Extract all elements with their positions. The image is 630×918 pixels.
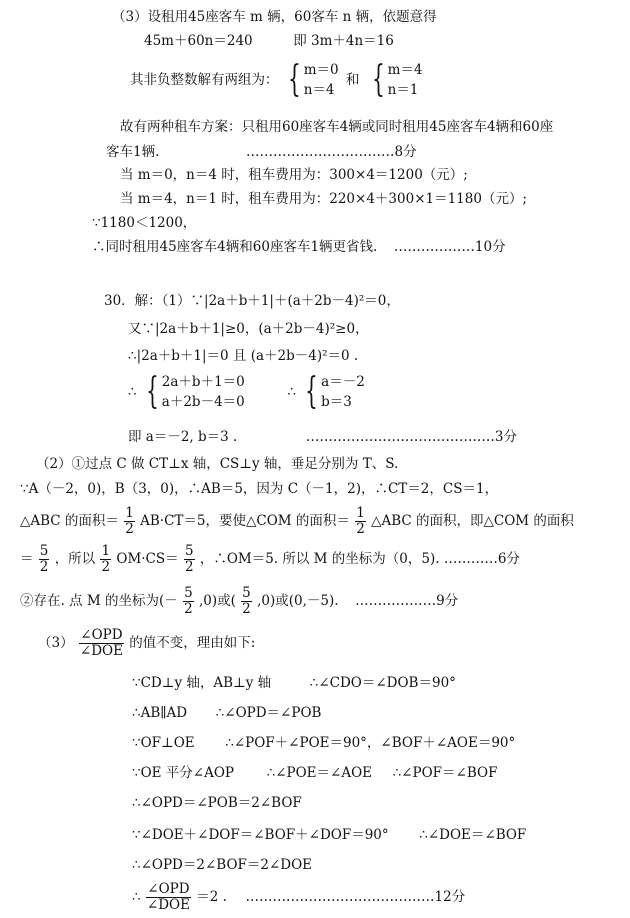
system-row: m＝0 bbox=[303, 62, 339, 78]
reason-text: ∵OE 平分∠AOP bbox=[132, 765, 235, 781]
solution-system-2 bbox=[367, 60, 423, 100]
fraction-denominator: 2 bbox=[356, 521, 365, 537]
score-mark: …………6分 bbox=[443, 551, 520, 567]
fraction-five-halves bbox=[183, 586, 194, 617]
fraction-five-halves bbox=[241, 586, 252, 617]
reason-line-5: ∴∠OPD＝∠POB＝2∠BOF bbox=[132, 795, 302, 811]
fraction-denominator: ∠DOE bbox=[146, 897, 190, 913]
exists-text: ②存在. 点 M 的坐标为(－ bbox=[20, 593, 178, 609]
reason-text: ∴∠POF＋∠POE＝90°，∠BOF＋∠AOE＝90° bbox=[225, 735, 516, 751]
fraction-denominator: 2 bbox=[125, 521, 134, 537]
fraction-numerator: 5 bbox=[39, 543, 49, 559]
q30-part2-line2: ∵A（－2，0)，B（3，0)，∴AB＝5，因为 C（－1，2)，∴CT＝2，CS＝1， bbox=[20, 481, 499, 497]
fraction-denominator: 2 bbox=[242, 601, 251, 617]
fraction-one-half bbox=[355, 506, 366, 537]
q30-systems-line bbox=[128, 372, 365, 412]
system-row: m＝4 bbox=[387, 62, 423, 78]
fraction-numerator: 5 bbox=[242, 585, 251, 601]
therefore-symbol: ∴ bbox=[287, 384, 296, 400]
score-mark: ………………9分 bbox=[355, 593, 459, 609]
solution-system-1 bbox=[283, 60, 339, 100]
reason-text: ∵∠DOE＋∠DOF＝∠BOF＋∠DOF＝90° bbox=[132, 827, 389, 843]
brace-icon: { bbox=[305, 371, 319, 412]
system-row: n＝1 bbox=[387, 82, 419, 98]
area-text: △ABC 的面积，即△COM 的面积 bbox=[371, 513, 574, 529]
q30-part3-intro bbox=[38, 626, 255, 660]
system-row: b＝3 bbox=[321, 394, 352, 410]
q30-part2-line3 bbox=[20, 506, 574, 537]
reason-line-6 bbox=[132, 826, 526, 844]
exists-text: ,0)或( bbox=[198, 593, 236, 609]
om-text: ，所以 bbox=[54, 551, 96, 567]
reason-text: ∴∠CDO＝∠DOB＝90° bbox=[309, 675, 456, 691]
part3-text: 的值不变，理由如下: bbox=[129, 635, 256, 651]
fraction-angle-ratio bbox=[146, 882, 191, 913]
q30-part1-line2: 又∵|2a＋b＋1|≥0，(a＋2b－4)²≥0， bbox=[128, 321, 369, 337]
exists-text: ,0)或(0,－5). bbox=[257, 593, 339, 609]
q30-part2-line1: （2）①过点 C 做 CT⊥x 轴，CS⊥y 轴，垂足分别为 T、S. bbox=[36, 456, 399, 472]
solutions-line bbox=[130, 60, 422, 100]
score-mark: ……………………………8分 bbox=[245, 144, 417, 160]
area-text: △ABC 的面积＝ bbox=[20, 513, 119, 529]
brace-icon: { bbox=[146, 371, 159, 412]
cost-line-2: 当 m＝4，n＝1 时，租车费用为：220×4＋300×1＝1180（元）; bbox=[120, 191, 527, 207]
equation-45m-60n: 45m＋60n＝240 bbox=[144, 33, 253, 49]
fraction-numerator: 5 bbox=[184, 585, 193, 601]
system-row: a＋2b－4＝0 bbox=[161, 394, 245, 410]
q30-part1-result bbox=[128, 428, 517, 446]
om-text: ，∴OM＝5. 所以 M 的坐标为（0，5). bbox=[199, 551, 440, 567]
system-row: 2a＋b＋1＝0 bbox=[161, 374, 245, 390]
score-mark: ………………10分 bbox=[393, 239, 506, 255]
fraction-denominator: 2 bbox=[184, 559, 194, 575]
equation-simplified: 即 3m＋4n＝16 bbox=[293, 33, 394, 49]
reason-text: ∴∠OPD＝∠POB bbox=[215, 705, 322, 721]
fraction-denominator: 2 bbox=[39, 559, 49, 575]
brace-icon: { bbox=[371, 59, 385, 100]
fraction-numerator: ∠OPD bbox=[147, 881, 190, 897]
fraction-one-half bbox=[124, 506, 135, 537]
fraction-numerator: 5 bbox=[184, 543, 194, 559]
area-text: AB·CT＝5，要使△COM 的面积＝ bbox=[140, 513, 350, 529]
fraction-denominator: 2 bbox=[184, 601, 193, 617]
reason-text: ∴∠POE＝∠AOE bbox=[266, 765, 372, 781]
scheme-line: 故有两种租车方案：只租用60座客车4辆或同时租用45座客车4辆和60座 bbox=[120, 119, 554, 135]
therefore-symbol: ∴ bbox=[128, 384, 137, 400]
part3-intro: （3）设租用45座客车 m 辆，60客车 n 辆，依题意得 bbox=[112, 9, 437, 25]
fraction-denominator: ∠DOE bbox=[79, 643, 123, 659]
cost-line-1: 当 m＝0，n＝4 时，租车费用为：300×4＝1200（元）; bbox=[120, 167, 468, 183]
result-text: ＝2 . bbox=[196, 889, 227, 905]
fraction-angle-ratio bbox=[79, 628, 124, 659]
brace-icon: { bbox=[287, 59, 301, 100]
reason-line-2 bbox=[132, 704, 321, 722]
eq-sign: ＝ bbox=[20, 551, 34, 567]
system-row: n＝4 bbox=[303, 82, 335, 98]
system-row: a＝－2 bbox=[321, 374, 365, 390]
reason-text: ∴∠POF＝∠BOF bbox=[392, 765, 498, 781]
result-text: 即 a＝－2, b＝3 . bbox=[128, 429, 238, 445]
reason-text: ∴AB∥AD bbox=[132, 705, 188, 721]
scheme-line-2 bbox=[106, 143, 417, 161]
om-text: OM·CS＝ bbox=[116, 551, 179, 567]
reason-line-4 bbox=[132, 764, 497, 782]
reason-text: ∴∠DOE＝∠BOF bbox=[419, 827, 527, 843]
score-mark: ……………………………………12分 bbox=[245, 889, 466, 905]
reason-line-3 bbox=[132, 734, 515, 752]
fraction-numerator: 1 bbox=[101, 543, 111, 559]
q30-part2-line5 bbox=[20, 586, 458, 617]
equation-line bbox=[144, 32, 394, 50]
part3-label: （3） bbox=[38, 635, 74, 651]
fraction-numerator: ∠OPD bbox=[80, 627, 123, 643]
q30-part1-line1: 30．解：（1）∵|2a＋b＋1|＋(a＋2b－4)²＝0， bbox=[104, 293, 400, 309]
equation-system-ab bbox=[141, 372, 245, 412]
fraction-five-halves bbox=[184, 544, 195, 575]
and-word: 和 bbox=[345, 72, 360, 88]
reason-text: ∵CD⊥y 轴，AB⊥y 轴 bbox=[132, 675, 272, 691]
q30-part1-line3: ∴|2a＋b＋1|＝0 且 (a＋2b－4)²＝0 . bbox=[128, 348, 359, 364]
fraction-numerator: 1 bbox=[356, 505, 365, 521]
scheme-text: 客车1辆. bbox=[106, 144, 160, 160]
reason-line-8 bbox=[132, 880, 465, 914]
solution-system-ab bbox=[300, 372, 365, 412]
therefore-symbol: ∴ bbox=[132, 889, 141, 905]
score-mark: ……………………………………3分 bbox=[305, 429, 518, 445]
fraction-one-half bbox=[100, 544, 111, 575]
fraction-five-halves bbox=[39, 544, 50, 575]
fraction-numerator: 1 bbox=[125, 505, 134, 521]
q30-part2-line4 bbox=[20, 544, 520, 575]
compare-line: ∵1180＜1200， bbox=[92, 215, 197, 231]
conclusion-line bbox=[92, 238, 506, 256]
solutions-label: 其非负整数解有两组为： bbox=[130, 72, 279, 88]
reason-line-1 bbox=[132, 674, 456, 692]
fraction-denominator: 2 bbox=[101, 559, 111, 575]
reason-line-7: ∴∠OPD＝2∠BOF＝2∠DOE bbox=[132, 857, 313, 873]
conclusion-text: ∴同时租用45座客车4辆和60座客车1辆更省钱. bbox=[92, 239, 378, 255]
reason-text: ∵OF⊥OE bbox=[132, 735, 195, 751]
